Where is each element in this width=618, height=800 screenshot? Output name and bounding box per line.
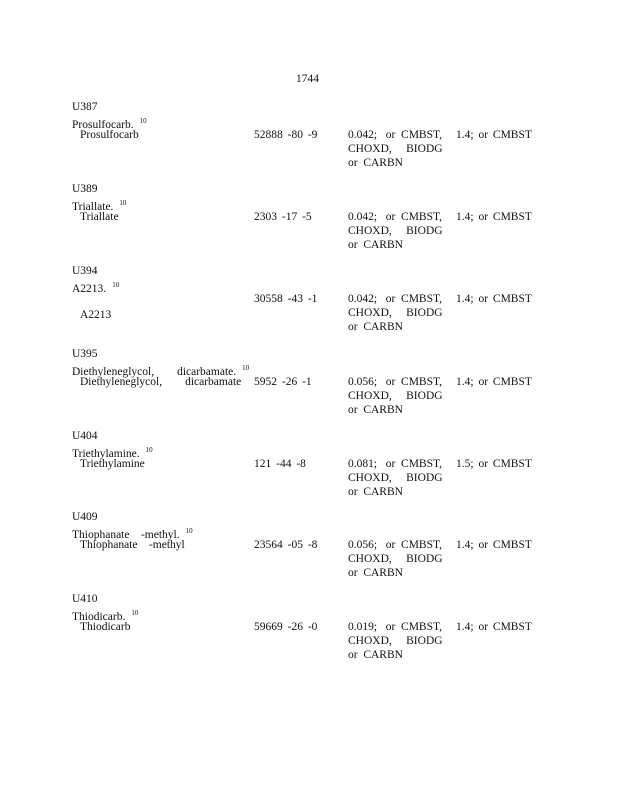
wastewater-line: CHOXD, BIODG [348, 635, 443, 647]
wastewater-line: or CARBN [348, 486, 403, 498]
wastewater-line: or CARBN [348, 239, 403, 251]
constituent-name: Thiodicarb [80, 621, 131, 633]
constituent-name: Thiophanate -methyl [80, 539, 185, 551]
wastewater-line: CHOXD, BIODG [348, 472, 443, 484]
wastewater-line: CHOXD, BIODG [348, 390, 443, 402]
entry-title-text: Thiodicarb. [72, 611, 126, 623]
footnote-marker: 10 [242, 364, 250, 372]
waste-code: U389 [72, 183, 98, 195]
entry-title-text: A2213. [72, 283, 107, 295]
wastewater-standard [348, 457, 443, 499]
wastewater-line: 0.042; or CMBST, [348, 211, 443, 223]
cas-number: 52888 -80 -9 [254, 129, 318, 141]
nonwastewater-standard: 1.4; or CMBST [456, 539, 532, 551]
footnote-marker: 10 [185, 527, 193, 535]
nonwastewater-standard: 1.4; or CMBST [456, 129, 532, 141]
wastewater-line: or CARBN [348, 404, 403, 416]
wastewater-line: 0.081; or CMBST, [348, 458, 443, 470]
wastewater-line: 0.056; or CMBST, [348, 539, 443, 551]
waste-entry [72, 429, 572, 509]
constituent-name: Prosulfocarb [80, 129, 139, 141]
nonwastewater-standard: 1.4; or CMBST [456, 211, 532, 223]
waste-code: U387 [72, 101, 98, 113]
waste-code: U404 [72, 430, 98, 442]
footnote-marker: 10 [145, 446, 153, 454]
waste-entry [72, 510, 572, 590]
wastewater-line: or CARBN [348, 567, 403, 579]
page-number: 1744 [296, 73, 319, 85]
cas-number: 59669 -26 -0 [254, 621, 318, 633]
waste-code: U394 [72, 265, 98, 277]
wastewater-standard [348, 375, 443, 417]
wastewater-line: or CARBN [348, 321, 403, 333]
wastewater-line: or CARBN [348, 157, 403, 169]
entry-title-text: Prosulfocarb. [72, 119, 134, 131]
waste-entry [72, 592, 572, 672]
waste-code: U409 [72, 511, 98, 523]
constituent-name: Triethylamine [80, 458, 145, 470]
constituent-name: A2213 [80, 309, 112, 321]
footnote-marker: 10 [131, 609, 139, 617]
constituent-name: Diethyleneglycol, dicarbamate [80, 376, 242, 388]
waste-entry [72, 182, 572, 262]
entry-title-text: Triallate. [72, 201, 114, 213]
waste-entry [72, 100, 572, 180]
wastewater-line: 0.042; or CMBST, [348, 293, 443, 305]
cas-number: 23564 -05 -8 [254, 539, 318, 551]
wastewater-standard [348, 210, 443, 252]
waste-code: U410 [72, 593, 98, 605]
cas-number: 30558 -43 -1 [254, 293, 318, 305]
wastewater-line: CHOXD, BIODG [348, 307, 443, 319]
constituent-name: Triallate [80, 211, 119, 223]
footnote-marker: 10 [112, 281, 120, 289]
wastewater-line: CHOXD, BIODG [348, 553, 443, 565]
cas-number: 2303 -17 -5 [254, 211, 312, 223]
wastewater-standard [348, 128, 443, 170]
nonwastewater-standard: 1.4; or CMBST [456, 376, 532, 388]
waste-entry [72, 264, 572, 344]
wastewater-line: 0.056; or CMBST, [348, 376, 443, 388]
waste-entry [72, 347, 572, 427]
wastewater-line: 0.042; or CMBST, [348, 129, 443, 141]
wastewater-line: or CARBN [348, 649, 403, 661]
footnote-marker: 10 [139, 117, 147, 125]
waste-code: U395 [72, 348, 98, 360]
nonwastewater-standard: 1.4; or CMBST [456, 621, 532, 633]
nonwastewater-standard: 1.4; or CMBST [456, 293, 532, 305]
wastewater-standard [348, 292, 443, 334]
nonwastewater-standard: 1.5; or CMBST [456, 458, 532, 470]
wastewater-standard [348, 538, 443, 580]
entry-title-text: Diethyleneglycol, dicarbamate. [72, 366, 237, 378]
cas-number: 5952 -26 -1 [254, 376, 312, 388]
entry-title [72, 278, 119, 296]
entry-title-text: Thiophanate -methyl. [72, 529, 180, 541]
wastewater-line: CHOXD, BIODG [348, 225, 443, 237]
wastewater-standard [348, 620, 443, 662]
wastewater-line: CHOXD, BIODG [348, 143, 443, 155]
entry-title-text: Triethylamine. [72, 448, 140, 460]
cas-number: 121 -44 -8 [254, 458, 306, 470]
footnote-marker: 10 [119, 199, 127, 207]
wastewater-line: 0.019; or CMBST, [348, 621, 443, 633]
